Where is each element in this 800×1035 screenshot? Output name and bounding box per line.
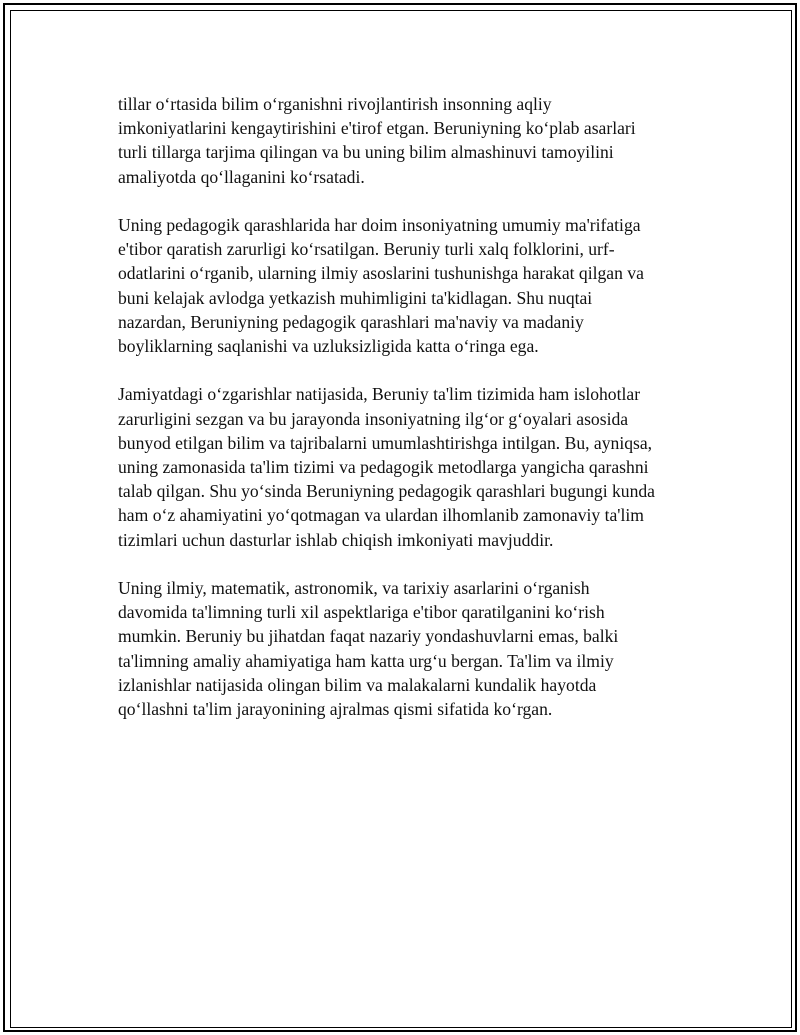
text-line: izlanishlar natijasida olingan bilim va malakalarni kundalik hayotda: [118, 674, 597, 695]
document-body: [118, 92, 684, 745]
text-line: ham oʻz ahamiyatini yoʻqotmagan va ulardan ilhomlanib zamonaviy ta'lim: [118, 505, 644, 526]
paragraph-3: [118, 382, 684, 551]
text-line: uning zamonasida ta'lim tizimi va pedagogik metodlarga yangicha qarashni: [118, 457, 649, 478]
text-line: Jamiyatdagi oʻzgarishlar natijasida, Beruniy ta'lim tizimida ham islohotlar: [118, 384, 641, 405]
text-line: zarurligini sezgan va bu jarayonda insoniyatning ilgʻor gʻoyalari asosida: [118, 408, 629, 429]
text-line: mumkin. Beruniy bu jihatdan faqat nazariy yondashuvlarni emas, balki: [118, 626, 619, 647]
paragraph-2: [118, 213, 684, 358]
text-line: tizimlari uchun dasturlar ishlab chiqish imkoniyati mavjuddir.: [118, 529, 554, 550]
text-line: ta'limning amaliy ahamiyatiga ham katta urgʻu bergan. Ta'lim va ilmiy: [118, 650, 614, 671]
text-line: odatlarini oʻrganib, ularning ilmiy asoslarini tushunishga harakat qilgan va: [118, 263, 644, 284]
text-line: Uning pedagogik qarashlarida har doim insoniyatning umumiy ma'rifatiga: [118, 215, 641, 235]
text-line: bunyod etilgan bilim va tajribalarni umumlashtirishga intilgan. Bu, ayniqsa,: [118, 432, 653, 453]
paragraph-1: [118, 92, 684, 189]
text-line: tillar oʻrtasida bilim oʻrganishni rivojlantirish insonning aqliy: [118, 94, 552, 114]
paragraph-4: [118, 576, 684, 721]
text-line: davomida ta'limning turli xil aspektlariga e'tibor qaratilganini koʻrish: [118, 602, 605, 623]
text-line: talab qilgan. Shu yoʻsinda Beruniyning pedagogik qarashlari bugungi kunda: [118, 481, 655, 502]
text-line: boyliklarning saqlanishi va uzluksizligida katta oʻringa ega.: [118, 336, 539, 357]
text-line: e'tibor qaratish zarurligi koʻrsatilgan. Beruniy turli xalq folklorini, urf-: [118, 239, 615, 260]
text-line: Uning ilmiy, matematik, astronomik, va tarixiy asarlarini oʻrganish: [118, 578, 590, 599]
text-line: qoʻllashni ta'lim jarayonining ajralmas qismi sifatida koʻrgan.: [118, 699, 553, 720]
text-line: buni kelajak avlodga yetkazish muhimligini ta'kidlagan. Shu nuqtai: [118, 287, 593, 308]
text-line: amaliyotda qoʻllaganini koʻrsatadi.: [118, 166, 365, 187]
text-line: nazardan, Beruniyning pedagogik qarashlari ma'naviy va madaniy: [118, 311, 584, 332]
text-line: imkoniyatlarini kengaytirishini e'tirof etgan. Beruniyning koʻplab asarlari: [118, 118, 636, 139]
text-line: turli tillarga tarjima qilingan va bu uning bilim almashinuvi tamoyilini: [118, 142, 614, 163]
